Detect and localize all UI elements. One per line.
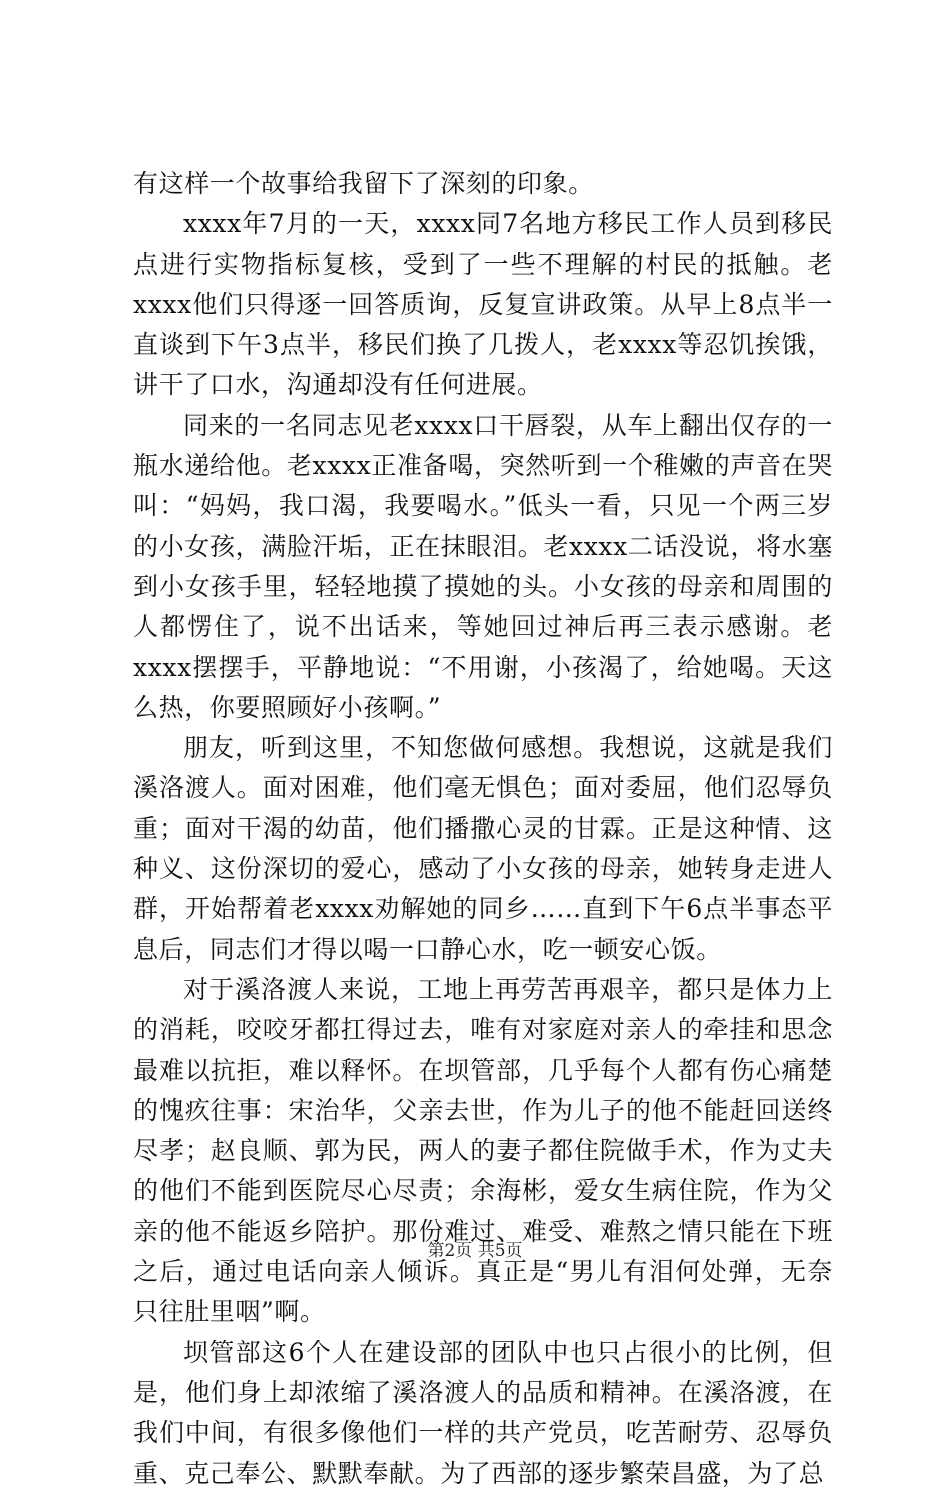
body-text [133,164,833,1494]
paragraph: 有这样一个故事给我留下了深刻的印象。 [133,169,594,198]
paragraph: 对于溪洛渡人来说，工地上再劳苦再艰辛，都只是体力上的消耗，咬咬牙都扛得过去，唯有对家庭对亲人的牵挂和思念最难以抗拒，难以释怀。在坝管部，几乎每个人都有伤心痛楚的愧疚往事：宋治华，父亲去世，作为儿子的他不能赶回送终尽孝；赵良顺、郭为民，两人的妻子都住院做手术，作为丈夫的他们不能到医院尽心尽责；余海彬，爱女生病住院，作为父亲的他不能返乡陪护。那份难过、难受、难熬之情只能在下班之后，通过电话向亲人倾诉。真正是“男儿有泪何处弹，无奈只往肚里咽”啊。 [133,974,833,1327]
paragraph: 同来的一名同志见老xxxx口干唇裂，从车上翻出仅存的一瓶水递给他。老xxxx正准备喝，突然听到一个稚嫩的声音在哭叫：“妈妈，我口渴，我要喝水。”低头一看，只见一个两三岁的小女孩，满脸汗垢，正在抹眼泪。老xxxx二话没说，将水塞到小女孩手里，轻轻地摸了摸她的头。小女孩的母亲和周围的人都愣住了，说不出话来，等她回过神后再三表示感谢。老xxxx摆摆手，平静地说：“不用谢，小孩渴了，给她喝。天这么热，你要照顾好小孩啊。” [133,410,833,722]
page-footer [0,1239,950,1263]
paragraph: xxxx年7月的一天，xxxx同7名地方移民工作人员到移民点进行实物指标复核，受到了一些不理解的村民的抵触。老xxxx他们只得逐一回答质询，反复宣讲政策。从早上8点半一直谈到下午3点半，移民们换了几拨人，老xxxx等忍饥挨饿，讲干了口水，沟通却没有任何进展。 [133,209,833,400]
page-number: 第2页 共5页 [427,1241,523,1261]
paragraph: 朋友，听到这里，不知您做何感想。我想说，这就是我们溪洛渡人。面对困难，他们毫无惧色；面对委屈，他们忍辱负重；面对干渴的幼苗，他们播撒心灵的甘霖。正是这种情、这种义、这份深切的爱心，感动了小女孩的母亲，她转身走进人群，开始帮着老xxxx劝解她的同乡……直到下午6点半事态平息后，同志们才得以喝一口静心水，吃一顿安心饭。 [133,733,833,964]
paragraph: 坝管部这6个人在建设部的团队中也只占很小的比例，但是，他们身上却浓缩了溪洛渡人的品质和精神。在溪洛渡，在我们中间，有很多像他们一样的共产党员，吃苦耐劳、忍辱负重、克己奉公、默默奉献。为了西部的逐步繁荣昌盛，为了总 [133,1337,833,1488]
